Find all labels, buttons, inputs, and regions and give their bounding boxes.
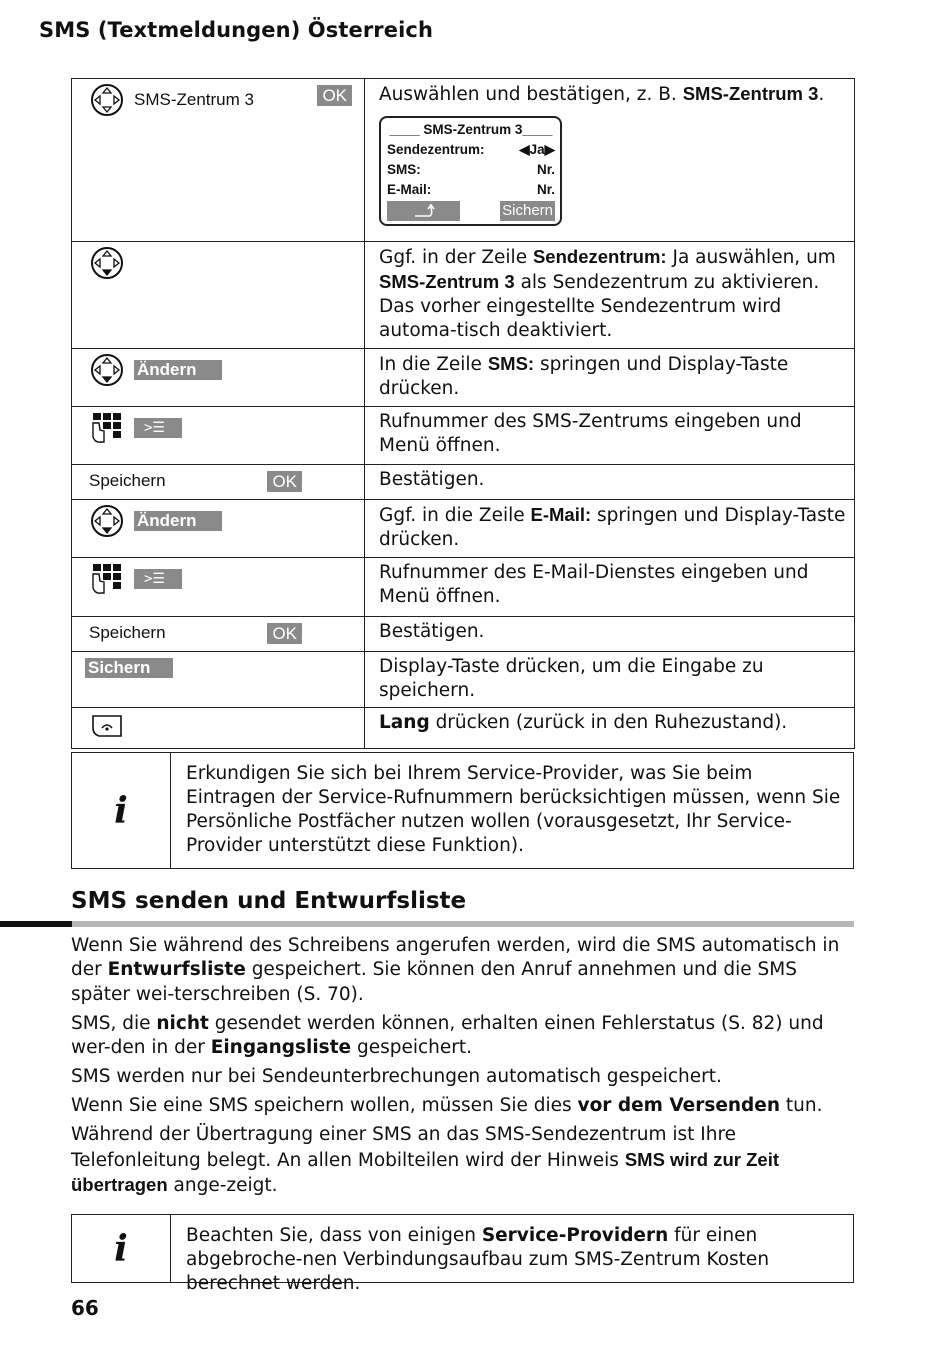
keypad-icon bbox=[90, 562, 124, 596]
table-row: Ggf. in der Zeile Sendezentrum: Ja auswählen, um SMS-Zentrum 3 als Sendezentrum zu aktivieren. Das vorher eingestellte Sendezentrum wird automa-tisch deaktiviert. bbox=[72, 242, 855, 349]
table-row: >☰ Rufnummer des SMS-Zentrums eingeben und Menü öffnen. bbox=[72, 407, 855, 465]
step-text: Auswählen und bestätigen, z. B. bbox=[379, 84, 683, 105]
key-label: SMS-Zentrum 3 bbox=[134, 90, 254, 109]
phone-display bbox=[379, 116, 562, 226]
menu-key: >☰ bbox=[134, 569, 182, 589]
table-row: Speichern OK Bestätigen. bbox=[72, 617, 855, 652]
section-rule-accent bbox=[0, 921, 72, 927]
step-text-bold: Sendezentrum: bbox=[532, 246, 667, 267]
ok-softkey: OK bbox=[267, 471, 302, 492]
instruction-table bbox=[71, 78, 855, 749]
info-box bbox=[71, 752, 854, 869]
info-icon: i bbox=[72, 1215, 171, 1282]
step-text-bold: Lang bbox=[379, 712, 430, 733]
table-row: >☰ Rufnummer des E-Mail-Dienstes eingeben und Menü öffnen. bbox=[72, 558, 855, 617]
display-line-value: Nr. bbox=[536, 182, 555, 197]
paragraph: SMS, die nicht gesendet werden können, erhalten einen Fehlerstatus (S. 82) und wer-den in der Eingangsliste gespeichert. bbox=[71, 1012, 824, 1058]
back-softkey bbox=[387, 201, 460, 221]
display-line-value: ◀Ja▶ bbox=[519, 142, 555, 157]
section-rule bbox=[72, 921, 854, 927]
section-body bbox=[71, 934, 855, 1203]
save-softkey: Sichern bbox=[502, 202, 553, 219]
paragraph: Wenn Sie während des Schreibens angerufen werden, wird die SMS automatisch in der Entwurfsliste gespeichert. Sie können den Anruf annehmen und die SMS später wei-terschreiben (S. 70). bbox=[71, 935, 840, 1005]
table-row: Speichern OK Bestätigen. bbox=[72, 465, 855, 500]
navigation-key-left-icon bbox=[90, 504, 124, 538]
display-line-label: SMS: bbox=[387, 162, 421, 177]
display-line-label: E-Mail: bbox=[387, 182, 432, 197]
page-number: 66 bbox=[71, 1296, 99, 1320]
step-text-bold: SMS: bbox=[487, 353, 535, 374]
table-row: Lang drücken (zurück in den Ruhezustand). bbox=[72, 708, 855, 749]
change-softkey: Ändern bbox=[134, 511, 222, 531]
table-row: Ändern In die Zeile SMS: springen und Display-Taste drücken. bbox=[72, 349, 855, 407]
navigation-key-down-icon bbox=[90, 246, 124, 280]
save-softkey: Sichern bbox=[85, 658, 173, 678]
step-text-bold: SMS-Zentrum 3 bbox=[379, 271, 515, 292]
table-row: SMS-Zentrum 3 OK Auswählen und bestätigen, z. B. SMS-Zentrum 3. ____ SMS-Zentrum 3____ Sendezentrum: ◀Ja▶ SMS: Nr. E-Mail: Nr. Sichern bbox=[72, 79, 855, 242]
navigation-key-left-icon bbox=[90, 353, 124, 387]
navigation-key-icon bbox=[90, 83, 124, 117]
step-text-bold: SMS-Zentrum 3 bbox=[682, 83, 819, 104]
key-label: Speichern bbox=[89, 471, 166, 490]
info-text: Beachten Sie, dass von einigen Service-Providern für einen abgebroche-nen Verbindungsaufbau zum SMS-Zentrum Kosten berechnet werden. bbox=[186, 1225, 770, 1294]
paragraph: SMS werden nur bei Sendeunterbrechungen automatisch gespeichert. bbox=[71, 1066, 722, 1088]
section-title: SMS senden und Entwurfsliste bbox=[71, 888, 467, 914]
step-text-bold: E-Mail: bbox=[530, 504, 592, 525]
keypad-icon bbox=[90, 411, 124, 445]
ok-softkey: OK bbox=[267, 623, 302, 644]
table-row: Ändern Ggf. in die Zeile E-Mail: springen und Display-Taste drücken. bbox=[72, 500, 855, 558]
ok-softkey: OK bbox=[317, 85, 352, 106]
paragraph: Wenn Sie eine SMS speichern wollen, müssen Sie dies vor dem Versenden tun. bbox=[71, 1095, 823, 1117]
info-icon: i bbox=[72, 753, 171, 868]
paragraph: Während der Übertragung einer SMS an das SMS-Sendezentrum ist Ihre Telefonleitung belegt. An allen Mobilteilen wird der Hinweis SMS wird zur Zeit übertragen ange-zeigt. bbox=[71, 1124, 780, 1196]
display-title: ____ SMS-Zentrum 3____ bbox=[389, 122, 553, 137]
menu-key: >☰ bbox=[134, 418, 182, 438]
page-header-title: SMS (Textmeldungen) Österreich bbox=[39, 18, 433, 42]
info-text: Erkundigen Sie sich bei Ihrem Service-Provider, was Sie beim Eintragen der Service-Rufnummern berücksichtigen müssen, wenn Sie Persönliche Postfächer nutzen wollen (vorausgesetzt, Ihr Service-Provider unterstützt diese Funktion). bbox=[186, 763, 841, 856]
back-arrow-icon bbox=[411, 203, 437, 219]
display-line-value: Nr. bbox=[536, 162, 555, 177]
end-call-key-icon bbox=[90, 713, 124, 739]
table-row: Sichern Display-Taste drücken, um die Eingabe zu speichern. bbox=[72, 652, 855, 708]
info-box bbox=[71, 1214, 854, 1294]
key-label: Speichern bbox=[89, 623, 166, 642]
display-line-label: Sendezentrum: bbox=[387, 142, 485, 157]
change-softkey: Ändern bbox=[134, 360, 222, 380]
